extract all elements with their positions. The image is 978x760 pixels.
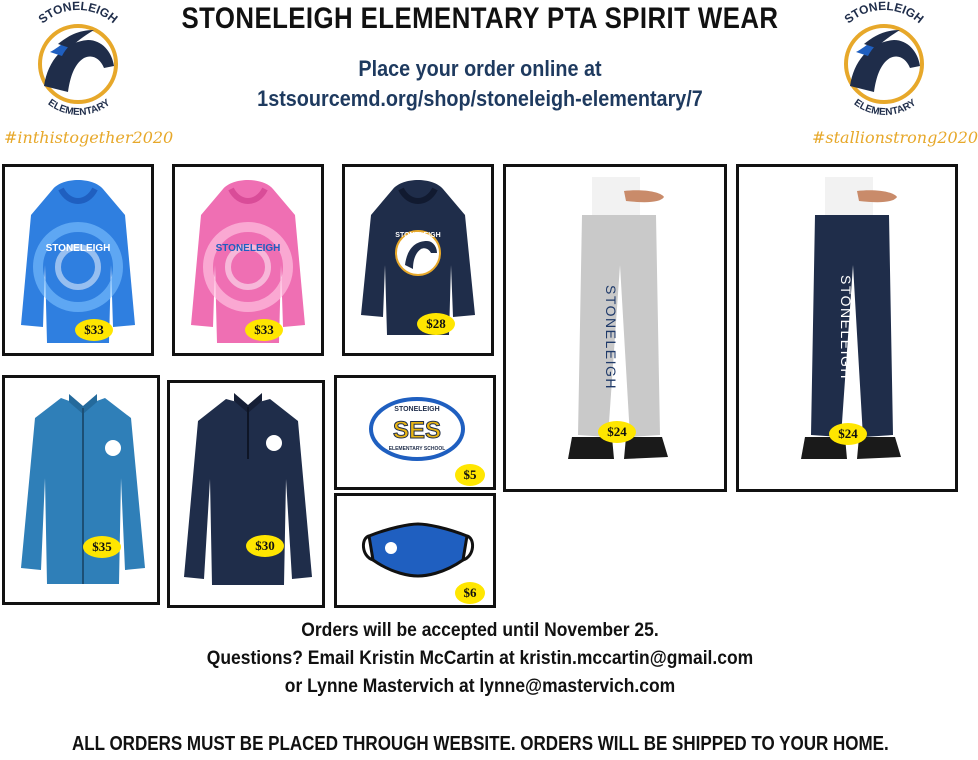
logo-badge-icon [385,542,397,554]
price-mask: $6 [455,582,485,604]
footer-notice: ALL ORDERS MUST BE PLACED THROUGH WEBSITE. ORDERS WILL BE SHIPPED TO YOUR HOME. [72,733,889,755]
order-instruction: Place your order online at [358,56,602,81]
product-jacket-blue[interactable] [2,375,160,605]
school-logo-right [810,0,978,160]
questions-contact: Questions? Email Kristin McCartin at kristin.mccartin@gmail.com [206,648,754,669]
page-title: STONELEIGH ELEMENTARY PTA SPIRIT WEAR [181,2,779,35]
product-pants-grey[interactable] [503,164,727,492]
quarter-zip-icon [176,389,320,599]
pants-navy-print: STONELEIGH [838,275,854,380]
sticker-top-text: STONELEIGH [394,406,440,413]
logo-left-bottom-text: ELEMENTARY [45,97,113,119]
hoodie-navy-print: STONELEIGH [395,232,441,239]
logo-left-top-text: STONELEIGH [35,0,121,27]
logo-right-bottom-text: ELEMENTARY [851,97,919,119]
price-hoodie-navy: $28 [417,313,455,335]
logo-badge-icon [266,435,282,451]
product-hoodie-navy[interactable] [342,164,494,356]
product-mask[interactable] [334,493,496,608]
sticker-main-text: SES [392,417,442,444]
ses-sticker-icon [367,394,467,464]
svg-text:STONELEIGH [842,0,927,26]
sticker-bottom-text: ELEMENTARY SCHOOL [388,446,446,452]
price-pants-grey: $24 [598,421,636,443]
price-jacket-blue: $35 [83,536,121,558]
hashtag-left: #inthistogether2020 [4,128,174,147]
hoodie-blue-print: STONELEIGH [45,243,111,254]
product-jacket-navy[interactable] [167,380,325,608]
price-pants-navy: $24 [829,423,867,445]
product-hoodie-blue[interactable] [2,164,154,356]
hoodie-pink-print: STONELEIGH [215,243,281,254]
product-hoodie-pink[interactable] [172,164,324,356]
price-jacket-navy: $30 [246,535,284,557]
logo-right-top-text: STONELEIGH [841,0,927,27]
pants-grey-print: STONELEIGH [603,285,619,390]
jacket-icon [13,388,153,593]
hoodie-icon [13,175,143,345]
svg-text:STONELEIGH [36,0,121,26]
order-deadline: Orders will be accepted until November 25. [301,620,659,641]
price-sticker: $5 [455,464,485,486]
product-sticker[interactable] [334,375,496,490]
alternate-contact: or Lynne Mastervich at lynne@mastervich.com [284,676,676,697]
order-url[interactable]: 1stsourcemd.org/shop/stoneleigh-elementary/7 [257,86,703,111]
product-pants-navy[interactable] [736,164,958,492]
hoodie-icon [183,175,313,345]
stallion-logo-icon [4,0,154,130]
hashtag-right: #stallionstrong2020 [812,128,978,147]
price-hoodie-pink: $33 [245,319,283,341]
price-hoodie-blue: $33 [75,319,113,341]
logo-badge-icon [105,440,121,456]
stallion-logo-icon [810,0,960,130]
face-mask-icon [359,518,477,578]
school-logo-left [4,0,174,160]
